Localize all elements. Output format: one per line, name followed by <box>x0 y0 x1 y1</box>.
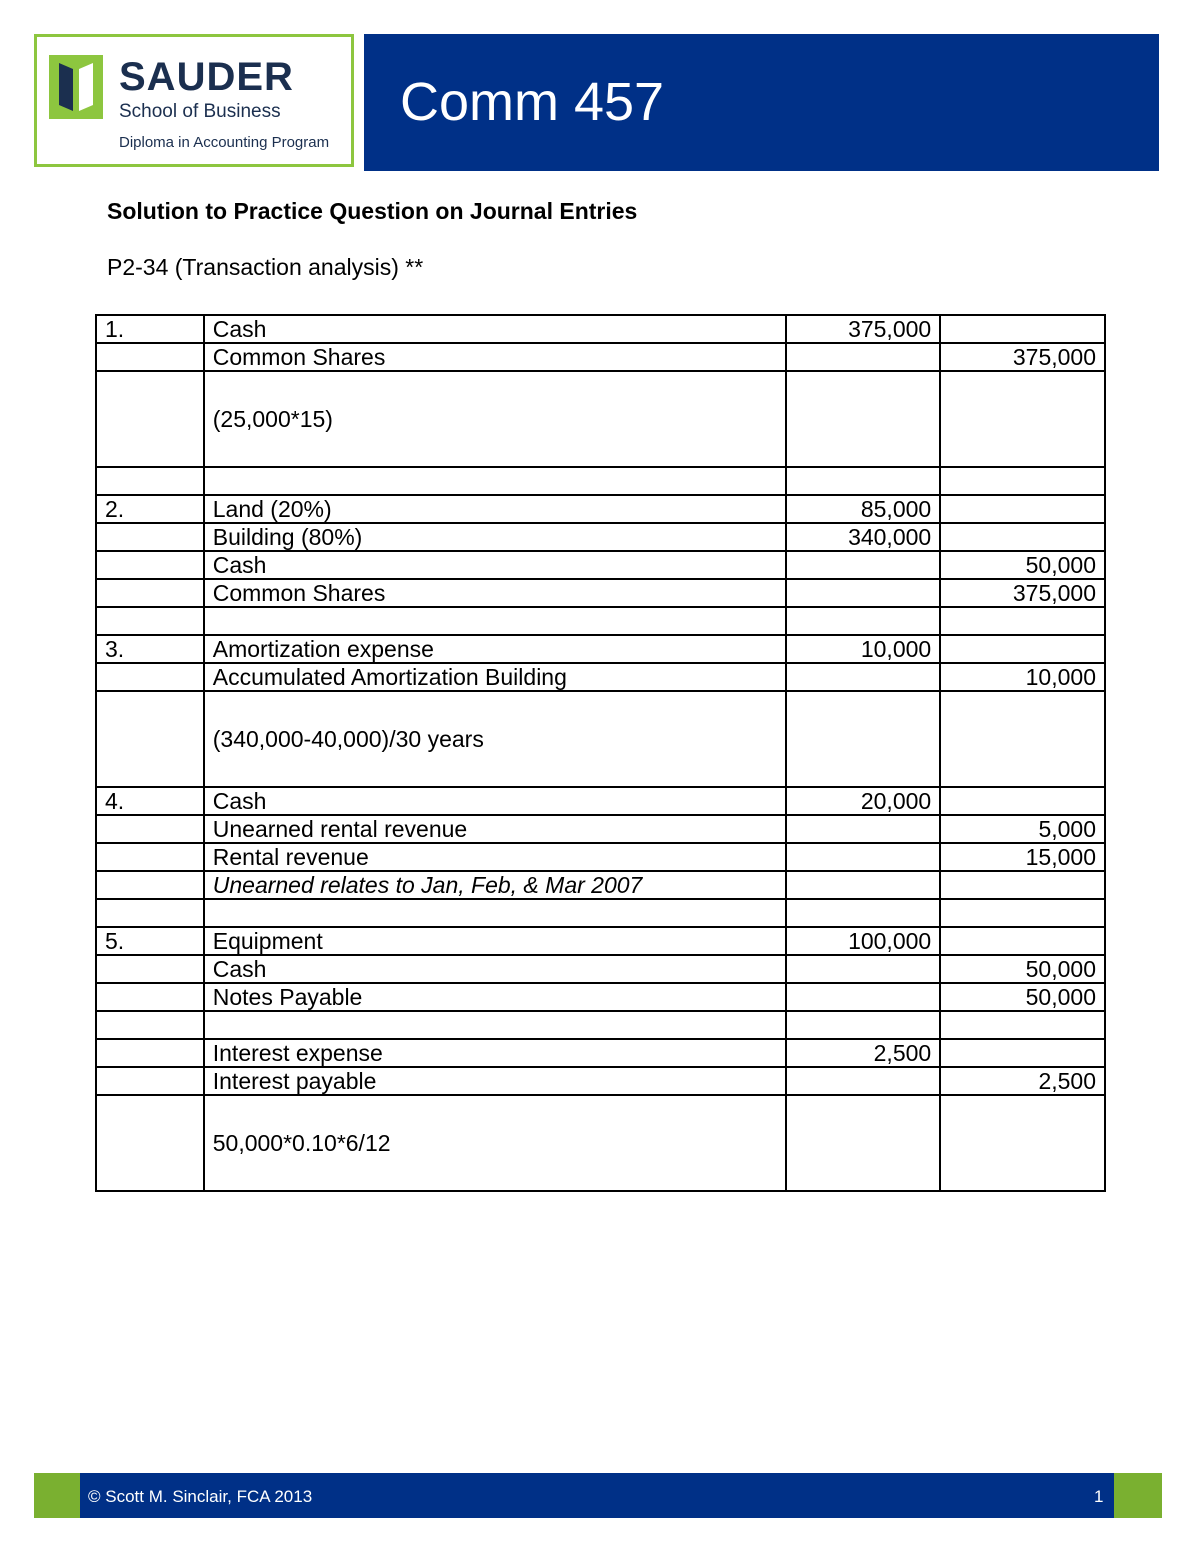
debit-amount <box>786 1067 940 1095</box>
debit-amount: 375,000 <box>786 315 940 343</box>
table-row <box>96 899 1105 927</box>
course-title: Comm 457 <box>400 72 665 132</box>
entry-number <box>96 1011 204 1039</box>
table-row <box>96 579 1105 607</box>
entry-number <box>96 815 204 843</box>
credit-amount: 50,000 <box>940 983 1105 1011</box>
table-row <box>96 343 1105 371</box>
entry-number <box>96 983 204 1011</box>
table-row <box>96 927 1105 955</box>
entry-note: Unearned relates to Jan, Feb, & Mar 2007 <box>204 871 787 899</box>
account-name <box>204 607 787 635</box>
credit-amount <box>940 495 1105 523</box>
credit-amount: 375,000 <box>940 579 1105 607</box>
debit-amount: 85,000 <box>786 495 940 523</box>
table-row <box>96 1039 1105 1067</box>
credit-amount <box>940 1011 1105 1039</box>
account-name: Accumulated Amortization Building <box>204 663 787 691</box>
table-row <box>96 1095 1105 1191</box>
entry-number <box>96 1039 204 1067</box>
debit-amount <box>786 871 940 899</box>
entry-number <box>96 467 204 495</box>
account-name: Amortization expense <box>204 635 787 663</box>
entry-number: 4. <box>96 787 204 815</box>
debit-amount: 100,000 <box>786 927 940 955</box>
account-name: Equipment <box>204 927 787 955</box>
account-name: Cash <box>204 551 787 579</box>
entry-number <box>96 551 204 579</box>
debit-amount: 10,000 <box>786 635 940 663</box>
title-banner <box>364 34 1159 171</box>
credit-amount: 15,000 <box>940 843 1105 871</box>
credit-amount <box>940 371 1105 467</box>
credit-amount: 2,500 <box>940 1067 1105 1095</box>
entry-number <box>96 955 204 983</box>
table-row <box>96 523 1105 551</box>
entry-number: 2. <box>96 495 204 523</box>
account-name: Common Shares <box>204 579 787 607</box>
debit-amount: 2,500 <box>786 1039 940 1067</box>
table-row <box>96 871 1105 899</box>
debit-amount <box>786 1095 940 1191</box>
entry-number <box>96 691 204 787</box>
debit-amount <box>786 983 940 1011</box>
entry-number <box>96 1095 204 1191</box>
credit-amount: 10,000 <box>940 663 1105 691</box>
account-name: Unearned rental revenue <box>204 815 787 843</box>
credit-amount <box>940 871 1105 899</box>
debit-amount <box>786 1011 940 1039</box>
entry-number <box>96 343 204 371</box>
sauder-logo-icon <box>49 55 103 119</box>
footer-copyright: © Scott M. Sinclair, FCA 2013 <box>88 1487 313 1506</box>
debit-amount <box>786 607 940 635</box>
entry-number <box>96 843 204 871</box>
credit-amount: 50,000 <box>940 955 1105 983</box>
entry-number <box>96 523 204 551</box>
logo-name: SAUDER <box>119 55 294 99</box>
table-row <box>96 467 1105 495</box>
credit-amount: 5,000 <box>940 815 1105 843</box>
calculation-note: (25,000*15) <box>204 371 787 467</box>
calculation-note: (340,000-40,000)/30 years <box>204 691 787 787</box>
footer-bar <box>34 1473 1162 1518</box>
footer-right-accent <box>1114 1473 1162 1518</box>
entry-number <box>96 899 204 927</box>
account-name: Building (80%) <box>204 523 787 551</box>
entry-number <box>96 371 204 467</box>
table-row <box>96 1067 1105 1095</box>
debit-amount <box>786 343 940 371</box>
debit-amount <box>786 551 940 579</box>
account-name <box>204 1011 787 1039</box>
account-name: Interest payable <box>204 1067 787 1095</box>
credit-amount: 375,000 <box>940 343 1105 371</box>
sauder-logo <box>34 34 354 167</box>
table-row <box>96 691 1105 787</box>
entry-number: 5. <box>96 927 204 955</box>
account-name: Interest expense <box>204 1039 787 1067</box>
table-row <box>96 635 1105 663</box>
debit-amount <box>786 899 940 927</box>
credit-amount <box>940 927 1105 955</box>
debit-amount <box>786 663 940 691</box>
account-name: Cash <box>204 315 787 343</box>
entry-number: 1. <box>96 315 204 343</box>
account-name <box>204 899 787 927</box>
credit-amount <box>940 787 1105 815</box>
account-name: Cash <box>204 787 787 815</box>
logo-school: School of Business <box>119 101 281 122</box>
account-name: Common Shares <box>204 343 787 371</box>
credit-amount: 50,000 <box>940 551 1105 579</box>
credit-amount <box>940 1039 1105 1067</box>
credit-amount <box>940 635 1105 663</box>
account-name: Land (20%) <box>204 495 787 523</box>
document-heading: Solution to Practice Question on Journal Entries <box>107 198 638 224</box>
logo-program: Diploma in Accounting Program <box>119 134 330 151</box>
journal-entries-table <box>95 314 1106 1192</box>
credit-amount <box>940 899 1105 927</box>
table-row <box>96 663 1105 691</box>
debit-amount <box>786 579 940 607</box>
credit-amount <box>940 523 1105 551</box>
table-row <box>96 815 1105 843</box>
account-name: Notes Payable <box>204 983 787 1011</box>
table-row <box>96 551 1105 579</box>
table-row <box>96 983 1105 1011</box>
entry-number <box>96 607 204 635</box>
entry-number <box>96 663 204 691</box>
problem-subheading: P2-34 (Transaction analysis) ** <box>107 254 424 280</box>
debit-amount <box>786 955 940 983</box>
entry-number <box>96 579 204 607</box>
table-row <box>96 495 1105 523</box>
calculation-note: 50,000*0.10*6/12 <box>204 1095 787 1191</box>
debit-amount <box>786 371 940 467</box>
debit-amount: 20,000 <box>786 787 940 815</box>
credit-amount <box>940 1095 1105 1191</box>
table-row <box>96 787 1105 815</box>
debit-amount: 340,000 <box>786 523 940 551</box>
account-name: Rental revenue <box>204 843 787 871</box>
table-row <box>96 955 1105 983</box>
debit-amount <box>786 843 940 871</box>
credit-amount <box>940 691 1105 787</box>
table-row <box>96 371 1105 467</box>
debit-amount <box>786 815 940 843</box>
page-number: 1 <box>1094 1487 1104 1506</box>
credit-amount <box>940 315 1105 343</box>
account-name: Cash <box>204 955 787 983</box>
credit-amount <box>940 607 1105 635</box>
table-row <box>96 1011 1105 1039</box>
table-row <box>96 843 1105 871</box>
credit-amount <box>940 467 1105 495</box>
entry-number <box>96 871 204 899</box>
account-name <box>204 467 787 495</box>
entry-number <box>96 1067 204 1095</box>
footer-left-accent <box>34 1473 80 1518</box>
entry-number: 3. <box>96 635 204 663</box>
table-row <box>96 607 1105 635</box>
debit-amount <box>786 467 940 495</box>
table-row <box>96 315 1105 343</box>
debit-amount <box>786 691 940 787</box>
